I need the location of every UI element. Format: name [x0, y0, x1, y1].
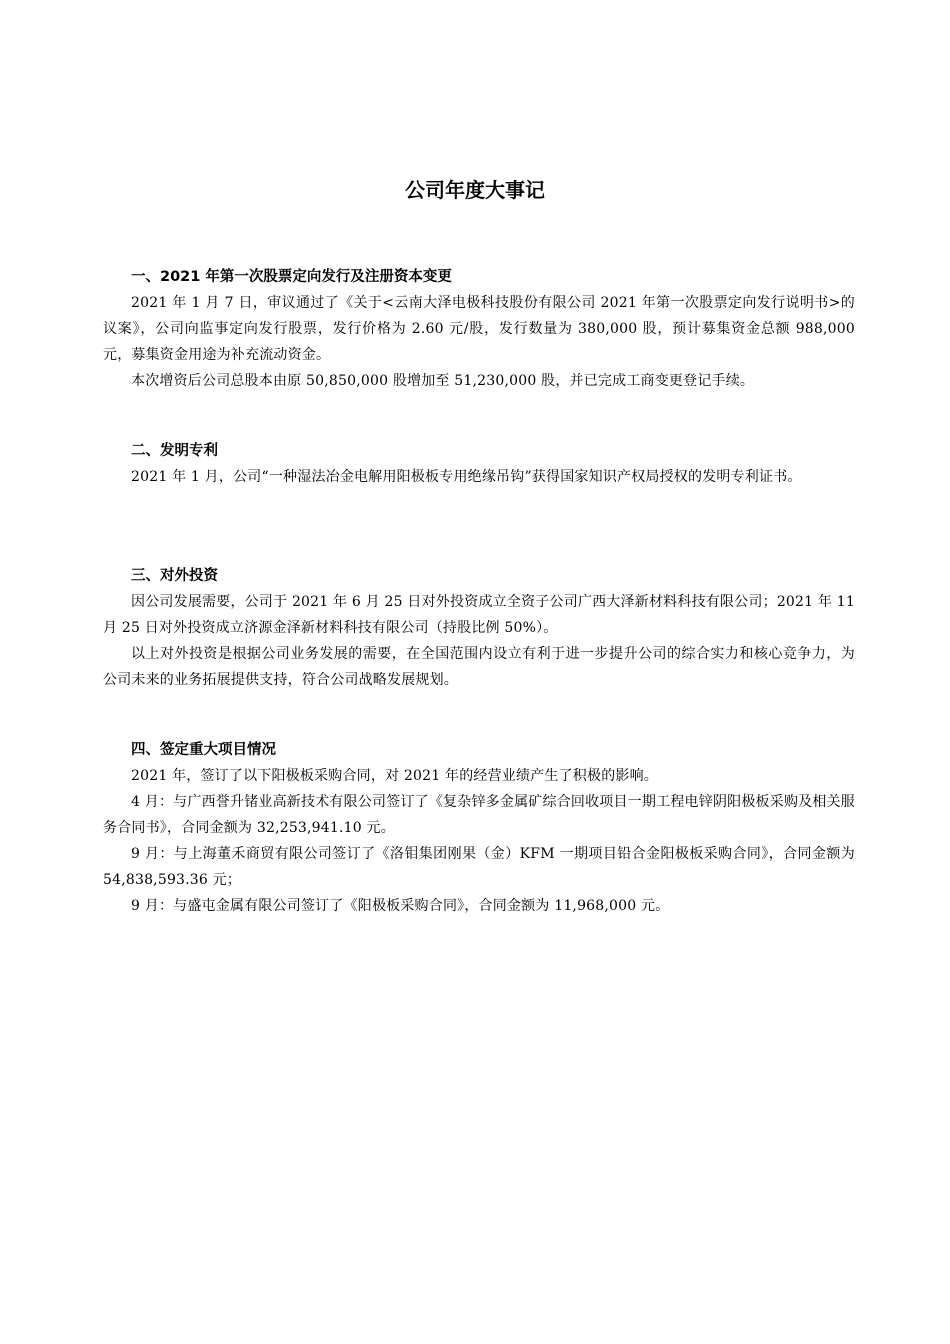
section-heading: 四、签定重大项目情况	[131, 742, 276, 758]
paragraph: 9 月：与盛屯金属有限公司签订了《阳极板采购合同》，合同金额为 11,968,000 元。	[131, 898, 670, 914]
paragraph: 2021 年 1 月，公司“一种湿法冶金电解用阳极板专用绝缘吊钩”获得国家知识产权局授权的发明专利证书。	[131, 469, 802, 485]
paragraph: 9 月：与上海董禾商贸有限公司签订了《洛钼集团刚果（金）KFM 一期项目铅合金阳极板采购合同》，合同金额为 54,838,593.36 元；	[103, 846, 855, 888]
section-major-projects	[103, 737, 855, 919]
section-external-investment	[103, 563, 855, 693]
paragraph: 2021 年，签订了以下阳极板采购合同，对 2021 年的经营业绩产生了积极的影响。	[131, 768, 659, 784]
paragraph: 2021 年 1 月 7 日，审议通过了《关于<云南大泽电极科技股份有限公司 2021 年第一次股票定向发行说明书>的议案》，公司向监事定向发行股票，发行价格为 2.60 元/股，发行数量为 380,000 股，预计募集资金总额 988,000 元，募集资金用途为补充流动资金。	[103, 295, 855, 363]
section-invention-patent	[103, 438, 855, 490]
page-title: 公司年度大事记	[405, 178, 545, 202]
section-heading: 一、2021 年第一次股票定向发行及注册资本变更	[131, 269, 452, 285]
paragraph: 因公司发展需要，公司于 2021 年 6 月 25 日对外投资成立全资子公司广西大泽新材料科技有限公司；2021 年 11 月 25 日对外投资成立济源金泽新材料科技有限公司（持股比例 50%）。	[103, 594, 855, 636]
section-share-issuance	[103, 264, 855, 394]
paragraph: 4 月：与广西誉升锗业高新技术有限公司签订了《复杂锌多金属矿综合回收项目一期工程电锌阴阳极板采购及相关服务合同书》，合同金额为 32,253,941.10 元。	[103, 794, 855, 836]
paragraph: 以上对外投资是根据公司业务发展的需要，在全国范围内设立有利于进一步提升公司的综合实力和核心竞争力，为公司未来的业务拓展提供支持，符合公司战略发展规划。	[103, 646, 855, 688]
section-heading: 三、对外投资	[131, 568, 218, 584]
section-heading: 二、发明专利	[131, 443, 218, 459]
paragraph: 本次增资后公司总股本由原 50,850,000 股增加至 51,230,000 股，并已完成工商变更登记手续。	[131, 373, 755, 389]
